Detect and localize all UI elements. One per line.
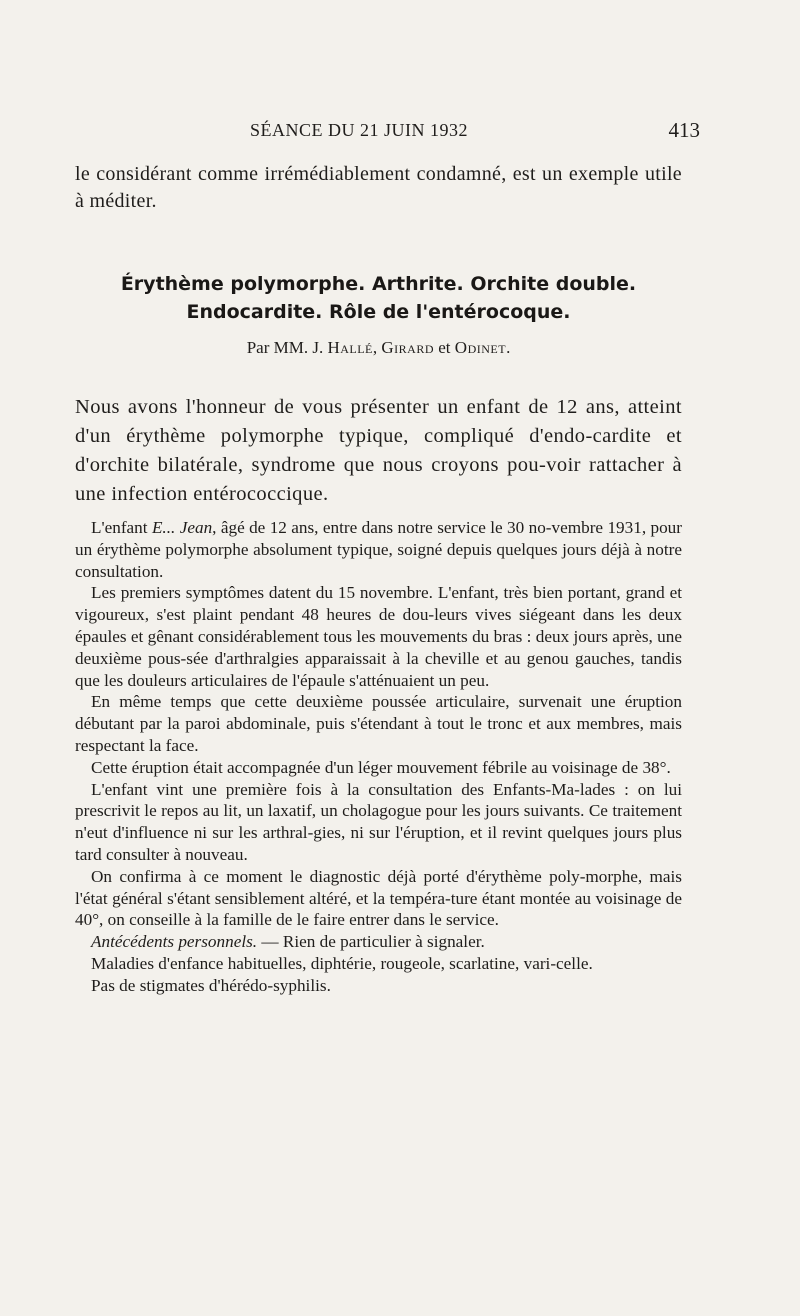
case-paragraph-4: Cette éruption était accompagnée d'un léger mouvement fébrile au voisinage de 38°.: [91, 757, 671, 777]
case-paragraph-6: On confirma à ce moment le diagnostic déjà porté d'érythème poly-morphe, mais l'état général s'étant sensiblement altéré, et la tempéra-ture étant montée au voisinage de 40°, on conseille à la famille de le faire entrer dans le service.: [75, 866, 682, 930]
authors-separator-2: et: [434, 338, 455, 357]
intro-paragraph: le considérant comme irrémédiablement condamné, est un exemple utile à méditer.: [75, 163, 682, 212]
case-paragraph-5: L'enfant vint une première fois à la consultation des Enfants-Ma-lades : on lui prescrivit le repos au lit, un laxatif, un cholagogue pour les jours suivants. Ce traitement n'eut d'influence ni sur les arthral-gies, ni sur l'éruption, et il revint quelques jours plus tard consulter à nouveau.: [75, 779, 682, 864]
authors-suffix: .: [506, 338, 511, 357]
article-title-line-1: Érythème polymorphe. Arthrite. Orchite double.: [120, 273, 637, 295]
case-paragraph-7: [75, 931, 682, 953]
article-title-line-2: Endocardite. Rôle de l'entérocoque.: [186, 301, 571, 323]
antecedents-label: Antécédents personnels.: [91, 932, 258, 952]
case-paragraph-2: Les premiers symptômes datent du 15 novembre. L'enfant, très bien portant, grand et vigoureux, s'est plaint pendant 48 heures de dou-leurs vives siégeant dans les deux épaules et gênant considérablement tous les mouvements du bras : deux jours après, une deuxième pous-sée d'arthralgies apparaissait à la cheville et au genou gauches, tandis que les douleurs articulaires de l'épaule s'atténuaient un peu.: [75, 583, 682, 690]
case-paragraph-1: [75, 517, 682, 582]
page-number: 413: [668, 118, 700, 142]
case-p1-rest: , âgé de 12 ans, entre dans notre service le 30 no-vembre 1931, pour un érythème polymorphe absolument typique, soigné depuis quelques jours déjà à notre consultation.: [75, 518, 683, 581]
case-p7-rest: — Rien de particulier à signaler.: [257, 932, 485, 952]
author-2: Girard: [381, 338, 435, 357]
running-head: [60, 118, 700, 150]
case-paragraph-8: Maladies d'enfance habituelles, diphtérie, rougeole, scarlatine, vari-celle.: [91, 953, 593, 973]
authors-separator-1: ,: [372, 338, 382, 357]
authors-line: [75, 338, 682, 358]
case-paragraph-3: En même temps que cette deuxième poussée articulaire, survenait une éruption débutant par la paroi abdominale, puis s'étendant à tout le tronc et aux membres, mais respectant la face.: [75, 692, 682, 755]
authors-prefix: Par MM. J.: [246, 338, 328, 357]
patient-name: E... Jean: [151, 518, 213, 537]
author-1: Hallé: [327, 338, 373, 357]
running-head-title: SÉANCE DU 21 JUIN 1932: [250, 120, 468, 140]
case-report: [75, 517, 682, 997]
case-paragraph-9: Pas de stigmates d'hérédo-syphilis.: [91, 975, 331, 995]
lead-paragraph: Nous avons l'honneur de vous présenter un enfant de 12 ans, atteint d'un érythème polymorphe typique, compliqué d'endo-cardite et d'orchite bilatérale, syndrome que nous croyons pou-voir rattacher à une infection entérococcique.: [75, 396, 682, 505]
author-3: Odinet: [454, 338, 507, 357]
case-p1-prefix: L'enfant: [91, 518, 152, 537]
